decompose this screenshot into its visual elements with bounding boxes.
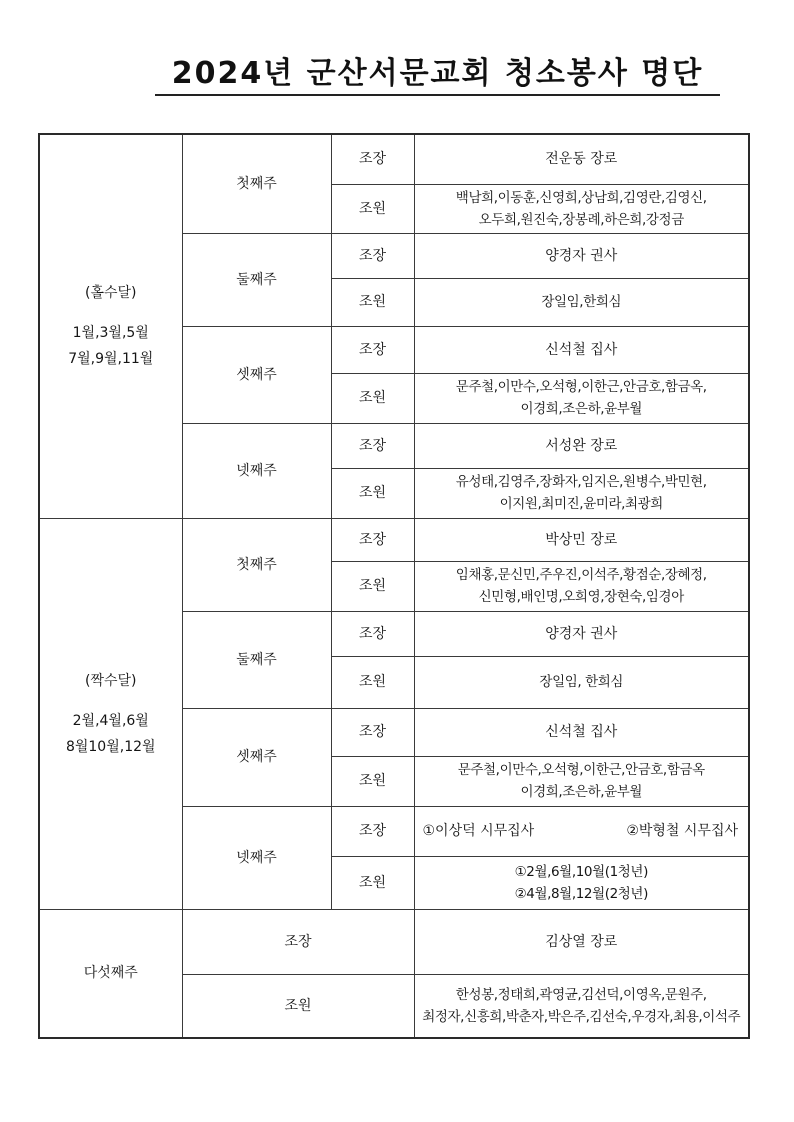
leader-role-label: 조장 — [182, 909, 414, 974]
page-title: 2024년 군산서문교회 청소봉사 명단 — [155, 54, 720, 96]
members-role-label: 조원 — [331, 561, 414, 611]
members-list — [414, 656, 749, 708]
leader-name: ①이상덕 시무집사 — [422, 823, 535, 839]
leader-name: ②박형철 시무집사 — [626, 823, 738, 839]
members-list — [414, 561, 749, 611]
leader-role-label: 조장 — [331, 806, 414, 856]
leader-name: 양경자 권사 — [414, 611, 749, 656]
group-label: (짝수달) — [85, 672, 137, 689]
table-row — [39, 518, 749, 561]
leader-role-label: 조장 — [331, 233, 414, 278]
week-label: 넷째주 — [182, 806, 331, 909]
leader-role-label: 조장 — [331, 423, 414, 468]
members-line: ①2월,6월,10월(1청년) — [514, 863, 648, 880]
members-list — [414, 856, 749, 909]
leader-name: 신석철 집사 — [414, 708, 749, 756]
members-line: 장일임, 한희심 — [539, 674, 624, 690]
members-role-label: 조원 — [182, 974, 414, 1038]
members-line: ②4월,8월,12월(2청년) — [514, 885, 648, 902]
members-role-label: 조원 — [331, 756, 414, 806]
leader-name: 전운동 장로 — [414, 134, 749, 184]
leader-role-label: 조장 — [331, 518, 414, 561]
members-list — [414, 278, 749, 326]
week-label: 셋째주 — [182, 326, 331, 423]
table-row — [39, 134, 749, 184]
members-line: 문주철,이만수,오석형,이한근,안금호,함금옥, — [455, 379, 707, 395]
leader-role-label: 조장 — [331, 134, 414, 184]
members-list — [414, 184, 749, 233]
leader-name: 신석철 집사 — [414, 326, 749, 373]
group-label: (홀수달) — [85, 285, 137, 302]
week-label: 셋째주 — [182, 708, 331, 806]
members-line: 오두희,원진숙,장봉례,하은희,강정금 — [478, 211, 684, 228]
leader-split-cell — [414, 806, 749, 856]
week-label: 첫째주 — [182, 518, 331, 611]
group-odd-months — [39, 134, 182, 518]
leader-name: 박상민 장로 — [414, 518, 749, 561]
members-line: 한성봉,정태희,곽영균,김선덕,이영옥,문원주, — [455, 986, 707, 1003]
group-even-months — [39, 518, 182, 909]
members-line: 신민형,배인명,오희영,장현숙,임경아 — [478, 589, 684, 605]
members-line: 백남희,이동훈,신영희,상남희,김영란,김영신, — [455, 189, 707, 206]
leader-name: 양경자 권사 — [414, 233, 749, 278]
week-label: 둘째주 — [182, 611, 331, 708]
members-list — [414, 373, 749, 423]
members-role-label: 조원 — [331, 468, 414, 518]
members-line: 장일임,한희심 — [541, 294, 622, 310]
leader-role-label: 조장 — [331, 611, 414, 656]
group-months-line: 8월10월,12월 — [65, 738, 156, 755]
group-months-line: 1월,3월,5월 — [72, 325, 149, 342]
roster-table — [38, 133, 750, 1039]
week-label: 둘째주 — [182, 233, 331, 326]
members-line: 문주철,이만수,오석형,이한근,안금호,함금옥 — [457, 762, 705, 778]
week-label: 첫째주 — [182, 134, 331, 233]
leader-name: 서성완 장로 — [414, 423, 749, 468]
members-line: 유성태,김영주,장화자,임지은,원병수,박민현, — [455, 474, 707, 490]
fifth-week-label: 다섯째주 — [39, 909, 182, 1038]
members-line: 이지원,최미진,윤미라,최광희 — [499, 496, 663, 512]
group-months-line: 2월,4월,6월 — [72, 712, 149, 729]
members-list — [414, 468, 749, 518]
members-line: 이경희,조은하,윤부월 — [520, 784, 643, 800]
members-role-label: 조원 — [331, 373, 414, 423]
members-line: 이경희,조은하,윤부월 — [520, 401, 643, 417]
leader-name: 김상열 장로 — [414, 909, 749, 974]
leader-role-label: 조장 — [331, 708, 414, 756]
members-line: 최정자,신흥희,박춘자,박은주,김선숙,우경자,최용,이석주 — [422, 1008, 741, 1025]
members-list — [414, 756, 749, 806]
leader-role-label: 조장 — [331, 326, 414, 373]
members-role-label: 조원 — [331, 184, 414, 233]
members-line: 임채홍,문신민,주우진,이석주,황점순,장혜정, — [455, 567, 707, 583]
table-row — [39, 909, 749, 974]
members-role-label: 조원 — [331, 856, 414, 909]
week-label: 넷째주 — [182, 423, 331, 518]
members-role-label: 조원 — [331, 656, 414, 708]
group-months-line: 7월,9월,11월 — [68, 351, 154, 368]
members-role-label: 조원 — [331, 278, 414, 326]
members-list — [414, 974, 749, 1038]
